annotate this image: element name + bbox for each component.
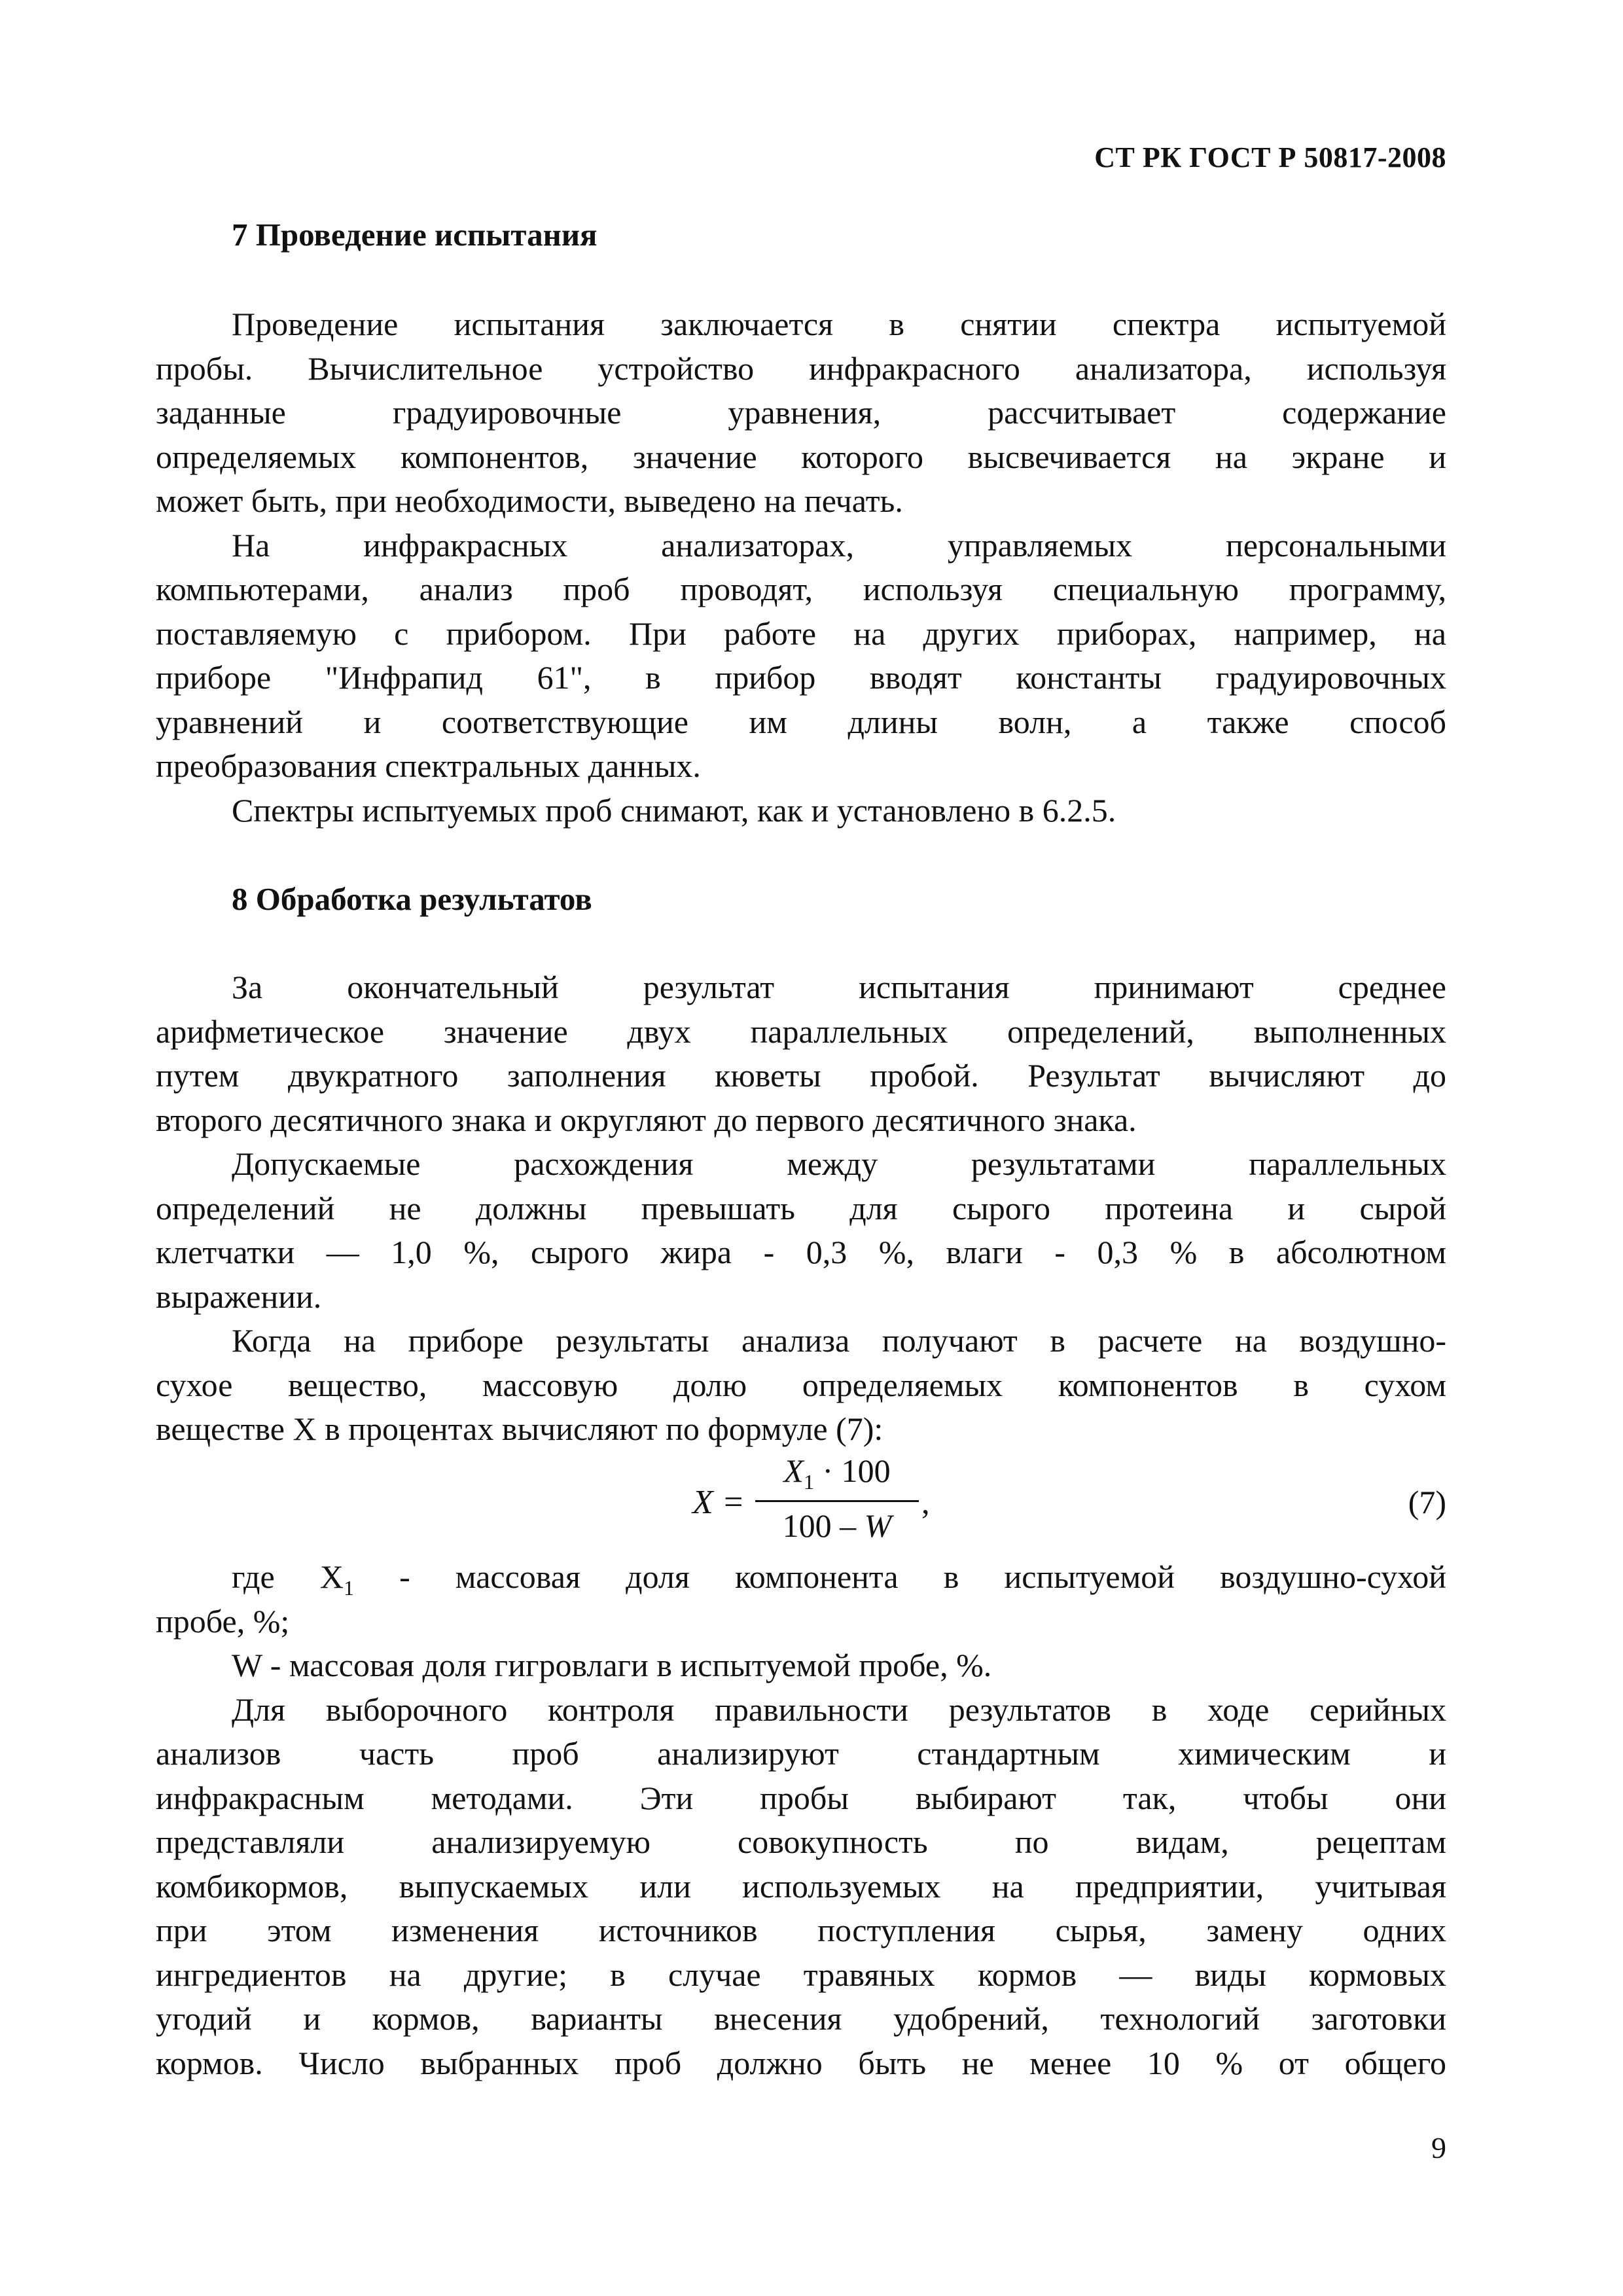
text-line: преобразования спектральных данных. xyxy=(156,747,701,784)
text-line: ингредиентов на другие; в случае травяных кормов — виды кормовых xyxy=(156,1956,1446,1993)
section-7-paragraph-1 xyxy=(156,302,1446,833)
document-code-header: СТ РК ГОСТ Р 50817-2008 xyxy=(1094,141,1446,173)
fraction-bar xyxy=(755,1500,919,1502)
text-line: заданные градуировочные уравнения, рассчитывает содержание xyxy=(156,394,1446,431)
page-number: 9 xyxy=(1431,2131,1446,2164)
formula-7 xyxy=(156,1452,1446,1555)
text-line: при этом изменения источников поступления сырья, замену одних xyxy=(156,1912,1446,1948)
numerator-subscript: 1 xyxy=(803,1470,814,1494)
formula-explanation xyxy=(156,1555,1446,2085)
text-line: Для выборочного контроля правильности результатов в ходе серийных xyxy=(232,1691,1446,1728)
text-line: Спектры испытуемых проб снимают, как и установлено в 6.2.5. xyxy=(232,791,1116,829)
where-prefix: где X xyxy=(232,1558,344,1595)
text-line: уравнений и соответствующие им длины волн, а также способ xyxy=(156,703,1446,740)
formula-lhs: X = xyxy=(692,1484,745,1521)
section-8-body xyxy=(156,965,1446,1452)
text-line: угодий и кормов, варианты внесения удобрений, технологий заготовки xyxy=(156,2000,1446,2037)
text-line: клетчатки — 1,0 %, сырого жира - 0,3 %, влаги - 0,3 % в абсолютном xyxy=(156,1234,1446,1270)
where-subscript: 1 xyxy=(343,1576,354,1600)
text-line: комбикормов, выпускаемых или используемых на предприятии, учитывая xyxy=(156,1867,1446,1905)
denominator-variable: W xyxy=(864,1507,892,1544)
text-line: инфракрасным методами. Эти пробы выбирают так, чтобы они xyxy=(156,1779,1446,1816)
numerator-rest: · 100 xyxy=(813,1452,891,1489)
text-line: веществе X в процентах вычисляют по формуле (7): xyxy=(156,1410,883,1447)
section-7-heading: 7 Проведение испытания xyxy=(232,217,597,253)
text-line: второго десятичного знака и округляют до первого десятичного знака. xyxy=(156,1101,1137,1138)
text-line: пробы. Вычислительное устройство инфракрасного анализатора, используя xyxy=(156,350,1446,387)
text-line: На инфракрасных анализаторах, управляемых персональными xyxy=(232,526,1446,564)
text-line: За окончательный результат испытания принимают среднее xyxy=(232,969,1446,1005)
text-line: путем двукратного заполнения кюветы пробой. Результат вычисляют до xyxy=(156,1057,1446,1094)
text-line: Когда на приборе результаты анализа получают в расчете на воздушно- xyxy=(232,1322,1446,1359)
text-line: Допускаемые расхождения между результатами параллельных xyxy=(232,1145,1446,1182)
text-line: может быть, при необходимости, выведено на печать. xyxy=(156,482,903,519)
text-line: компьютерами, анализ проб проводят, используя специальную программу, xyxy=(156,571,1446,607)
text-line: пробе, %; xyxy=(156,1602,290,1640)
document-page xyxy=(156,0,1446,2296)
text-line: Проведение испытания заключается в снятии спектра испытуемой xyxy=(232,306,1446,342)
text-line xyxy=(156,1555,1446,1600)
text-line: анализов часть проб анализируют стандартным химическим и xyxy=(156,1735,1446,1772)
text-line: кормов. Число выбранных проб должно быть не менее 10 % от общего xyxy=(156,2044,1446,2081)
text-line: определений не должны превышать для сырого протеина и сырой xyxy=(156,1189,1446,1227)
formula-denominator xyxy=(755,1507,919,1545)
text-line: представляли анализируемую совокупность по видам, рецептам xyxy=(156,1823,1446,1860)
text-line: определяемых компонентов, значение которого высвечивается на экране и xyxy=(156,438,1446,475)
text-line: поставляемую с прибором. При работе на других приборах, например, на xyxy=(156,615,1446,652)
text-line: сухое вещество, массовую долю определяемых компонентов в сухом xyxy=(156,1366,1446,1403)
formula-comma: , xyxy=(921,1484,930,1520)
text-line: арифметическое значение двух параллельных определений, выполненных xyxy=(156,1013,1446,1050)
text-line: W - массовая доля гигровлаги в испытуемой пробе, %. xyxy=(232,1647,992,1683)
denominator-constant: 100 – xyxy=(782,1507,865,1544)
text-line: выражении. xyxy=(156,1278,322,1315)
section-8-heading: 8 Обработка результатов xyxy=(232,881,592,917)
formula-numerator xyxy=(755,1452,919,1494)
numerator-variable: X xyxy=(783,1452,804,1489)
where-definition: - массовая доля компонента в испытуемой воздушно-сухой xyxy=(353,1558,1446,1595)
equation-number: (7) xyxy=(1408,1484,1446,1520)
text-line: приборе "Инфрапид 61", в прибор вводят константы градуировочных xyxy=(156,659,1446,696)
